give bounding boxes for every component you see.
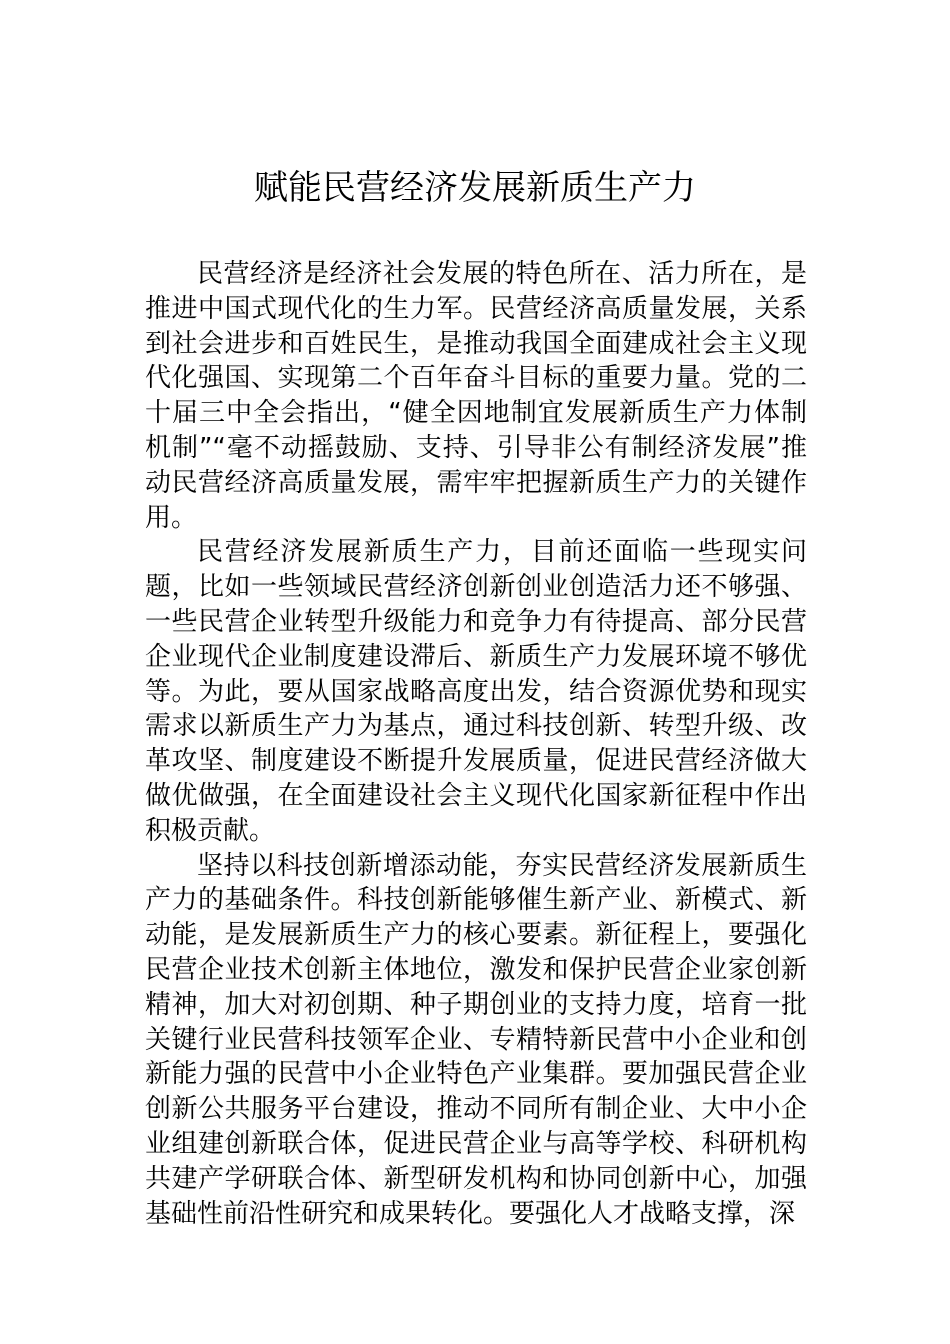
paragraph-2: 民营经济发展新质生产力，目前还面临一些现实问题，比如一些领域民营经济创新创业创造活力还不够强、一些民营企业转型升级能力和竞争力有待提高、部分民营企业现代企业制度建设滞后、新质生产力发展环境不够优等。为此，要从国家战略高度出发，结合资源优势和现实需求以新质生产力为基点，通过科技创新、转型升级、改革攻坚、制度建设不断提升发展质量，促进民营经济做大做优做强，在全面建设社会主义现代化国家新征程中作出积极贡献。 (145, 537, 807, 846)
paragraph-3: 坚持以科技创新增添动能，夯实民营经济发展新质生产力的基础条件。科技创新能够催生新产业、新模式、新动能，是发展新质生产力的核心要素。新征程上，要强化民营企业技术创新主体地位，激发和保护民营企业家创新精神，加大对初创期、种子期创业的支持力度，培育一批关键行业民营科技领军企业、专精特新民营中小企业和创新能力强的民营中小企业特色产业集群。要加强民营企业创新公共服务平台建设，推动不同所有制企业、大中小企业组建创新联合体，促进民营企业与高等学校、科研机构共建产学研联合体、新型研发机构和协同创新中心，加强基础性前沿性研究和成果转化。要强化人才战略支撑，深 (145, 850, 807, 1229)
paragraph-1: 民营经济是经济社会发展的特色所在、活力所在，是推进中国式现代化的生力军。民营经济高质量发展，关系到社会进步和百姓民生，是推动我国全面建成社会主义现代化强国、实现第二个百年奋斗目标的重要力量。党的二十届三中全会指出，“健全因地制宜发展新质生产力体制机制”“毫不动摇鼓励、支持、引导非公有制经济发展”推动民营经济高质量发展，需牢牢把握新质生产力的关键作用。 (145, 259, 807, 533)
document-body (145, 257, 807, 1231)
document-title: 赋能民营经济发展新质生产力 (254, 168, 696, 208)
